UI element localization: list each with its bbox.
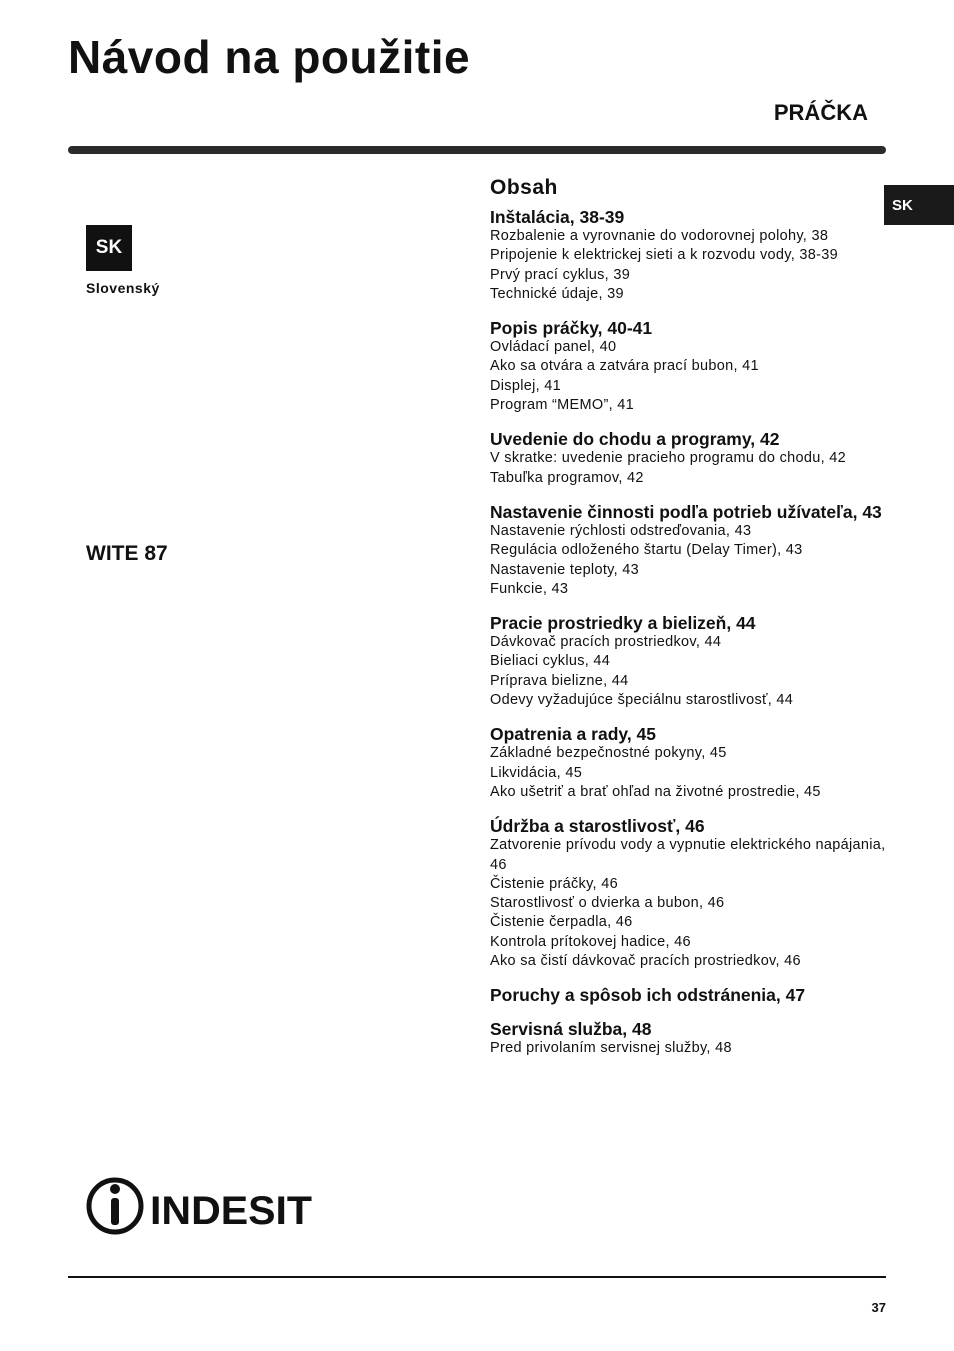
table-of-contents	[490, 176, 890, 1074]
toc-item: Rozbalenie a vyrovnanie do vodorovnej polohy, 38	[490, 228, 829, 244]
toc-section-title: Nastavenie činnosti podľa potrieb užívateľa, 43	[490, 501, 882, 522]
toc-item: Tabuľka programov, 42	[490, 469, 644, 486]
toc-item: Ovládací panel, 40	[490, 339, 617, 356]
logo-stem-icon	[111, 1198, 119, 1225]
page-number: 37	[871, 1300, 886, 1315]
toc-item: Odevy vyžadujúce špeciálnu starostlivosť, 44	[490, 692, 794, 709]
toc-section	[490, 614, 890, 710]
toc-item: Základné bezpečnostné pokyny, 45	[490, 745, 727, 762]
toc-heading: Obsah	[490, 176, 558, 199]
top-divider	[68, 146, 886, 154]
toc-item: Kontrola prítokovej hadice, 46	[490, 933, 691, 950]
toc-section-title: Inštalácia, 38-39	[490, 207, 625, 227]
toc-item: Regulácia odloženého štartu (Delay Timer), 43	[490, 542, 803, 559]
toc-section	[490, 1020, 890, 1058]
logo-dot-icon	[110, 1184, 120, 1194]
toc-section	[490, 319, 890, 415]
language-name: Slovenský	[86, 280, 160, 296]
page-title: Návod na použitie	[68, 31, 471, 83]
toc-item: V skratke: uvedenie pracieho programu do chodu, 42	[490, 450, 846, 467]
toc-section-title: Uvedenie do chodu a programy, 42	[490, 429, 780, 450]
toc-section	[490, 503, 890, 599]
toc-section	[490, 430, 890, 488]
toc-section-title: Pracie prostriedky a bielizeň, 44	[490, 613, 756, 634]
toc-item: Prvý prací cyklus, 39	[490, 266, 631, 283]
toc-item: Pripojenie k elektrickej sieti a k rozvodu vody, 38-39	[490, 247, 838, 264]
toc-item: Displej, 41	[490, 377, 561, 394]
toc-item: Pred privolaním servisnej služby, 48	[490, 1040, 732, 1057]
toc-section	[490, 208, 890, 304]
toc-sections	[490, 208, 890, 1059]
toc-item: Zatvorenie prívodu vody a vypnutie elektrického napájania, 46	[490, 837, 886, 873]
logo-wordmark: INDESIT	[150, 1189, 312, 1233]
toc-section-title: Poruchy a spôsob ich odstránenia, 47	[490, 985, 806, 1006]
language-code-badge: SK	[86, 225, 132, 271]
toc-item: Program “MEMO”, 41	[490, 397, 634, 414]
toc-section	[490, 986, 890, 1005]
toc-item: Ako sa otvára a zatvára prací bubon, 41	[490, 358, 759, 375]
indesit-logo	[86, 1176, 316, 1236]
toc-item: Likvidácia, 45	[490, 764, 583, 781]
toc-item: Funkcie, 43	[490, 580, 569, 597]
toc-item: Príprava bielizne, 44	[490, 672, 629, 689]
toc-item: Ako ušetriť a brať ohľad na životné prostredie, 45	[490, 783, 821, 800]
toc-item: Nastavenie teploty, 43	[490, 561, 640, 578]
side-language-tab: SK	[884, 185, 954, 225]
toc-item: Bieliaci cyklus, 44	[490, 653, 611, 670]
model-name: WITE 87	[86, 542, 168, 565]
toc-section	[490, 725, 890, 802]
bottom-divider	[68, 1276, 886, 1278]
toc-item: Starostlivosť o dvierka a bubon, 46	[490, 895, 725, 912]
toc-item: Čistenie práčky, 46	[490, 875, 618, 892]
product-type: PRÁČKA	[773, 100, 868, 125]
toc-section-title: Servisná služba, 48	[490, 1019, 652, 1040]
toc-section-title: Opatrenia a rady, 45	[490, 724, 657, 745]
toc-section-title: Údržba a starostlivosť, 46	[490, 816, 705, 837]
toc-item: Technické údaje, 39	[490, 285, 624, 302]
toc-section-title: Popis práčky, 40-41	[490, 318, 653, 339]
toc-item: Ako sa čistí dávkovač pracích prostriedkov, 46	[490, 953, 801, 970]
toc-section	[490, 817, 890, 971]
toc-item: Nastavenie rýchlosti odstreďovania, 43	[490, 522, 752, 539]
toc-item: Čistenie čerpadla, 46	[490, 914, 633, 931]
toc-item: Dávkovač pracích prostriedkov, 44	[490, 634, 722, 651]
